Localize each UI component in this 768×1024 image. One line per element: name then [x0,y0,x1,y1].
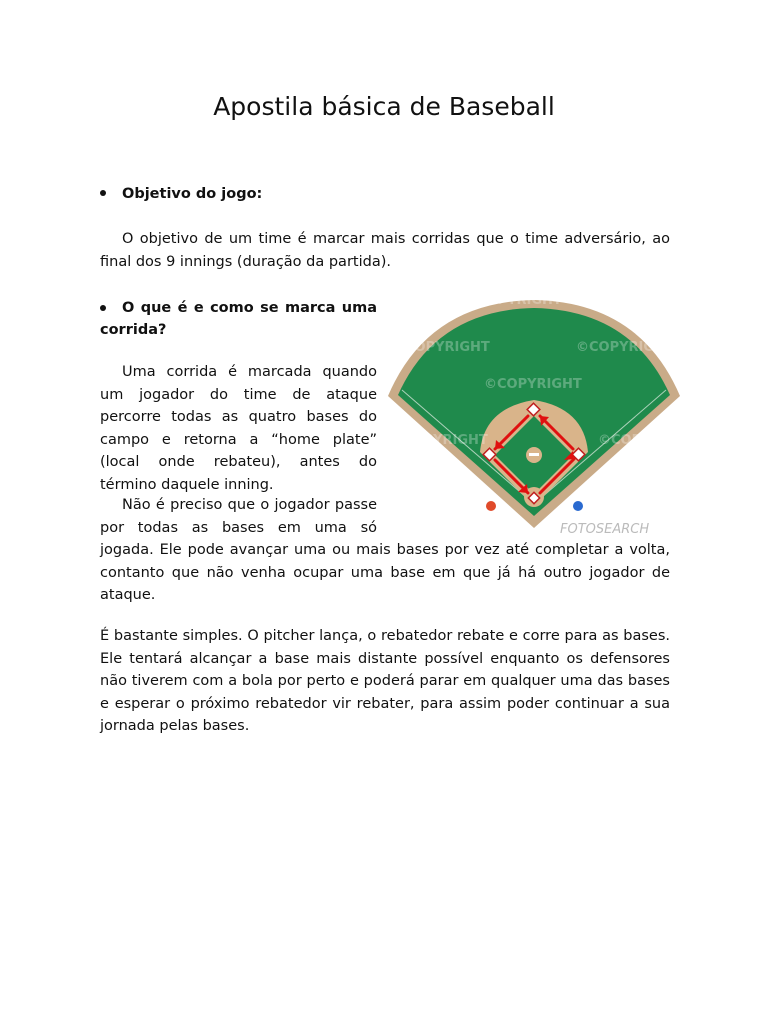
text-line: Não é preciso que o jogador passe [122,497,377,513]
paragraph-corrida [100,361,377,496]
watermark-text: ©COPYRIGHT [390,433,488,448]
text-line: (local onde rebateu), antes do [100,454,377,470]
watermark-text: ©COPYRIGHT [392,340,490,355]
watermark-text: ©COPYRIGHT [464,293,562,308]
watermark-text: ©COPYRIGHT [598,433,696,448]
text-line: percorre todas as quatro bases do [100,409,377,425]
text-line: contanto que não venha ocupar uma base em que já há outro jogador de [100,564,670,581]
text-line: jogada. Ele pode avançar uma ou mais bases por vez até completar a volta, [100,542,670,558]
watermark-text: ©COPYRIGHT [576,340,674,355]
text-line: término daquele inning. [100,476,274,493]
page-title: Apostila básica de Baseball [213,92,555,121]
paragraph-simples: É bastante simples. O pitcher lança, o rebatedor rebate e corre para as bases. Ele tentará alcançar a base mais distante possível enquanto os defensores não tiverem com a bola por perto e poderá parar em qualquer uma das bases e esperar o próximo rebatedor vir rebater, para assim poder continuar a sua jornada pelas bases. [100,628,670,734]
blue-marker [573,501,583,511]
section-heading-corrida [100,297,377,341]
text-line: Uma corrida é marcada quando [122,364,377,380]
text-line: por todas as bases em uma só [100,519,377,536]
baseball-field-image [388,292,696,537]
paragraph-objetivo: O objetivo de um time é marcar mais corridas que o time adversário, ao final dos 9 innings (duração da partida). [100,231,670,270]
watermark-text: ©COPYRIGHT [392,521,490,536]
bullet-icon [100,190,106,196]
text-line: campo e retorna a “home plate” [100,431,377,448]
text-line: um jogador do time de ataque [100,386,377,403]
credit-text: FOTOSEARCH [560,522,650,537]
watermark-text: ©COPYRIGHT [484,377,582,392]
text-line: ataque. [100,587,156,603]
section-heading-corrida-line2: corrida? [100,322,167,338]
section-heading-corrida-line1: O que é e como se marca uma [122,300,377,316]
section-heading-objetivo: Objetivo do jogo: [122,186,263,202]
red-marker [486,501,496,511]
